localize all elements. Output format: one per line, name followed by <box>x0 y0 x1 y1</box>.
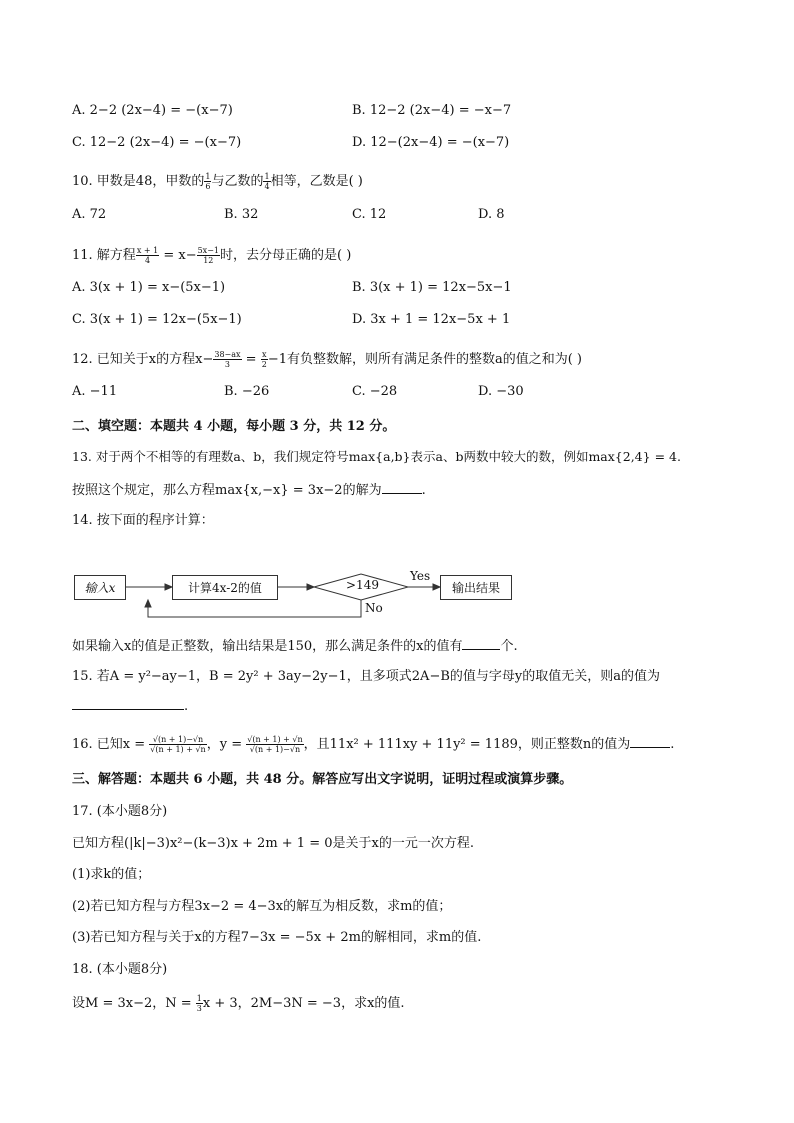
q16-fraction-x: $\frac{√(n + 1)-√n}{√(n + 1) + √n}$ <box>150 735 206 754</box>
q12-stem: 12. 已知关于x的方程x− $\frac{38-ax}{3}$ = $\frac{x}{2}$ −1有负整数解，则所有满足条件的整数a的值之和为( ) <box>72 350 583 369</box>
q11-option-b: B. 3(x + 1) = 12x−5x−1 <box>352 280 512 295</box>
flow-output-box: 输出结果 <box>440 575 512 600</box>
flow-no-label: No <box>365 601 383 615</box>
q11-option-d: D. 3x + 1 = 12x−5x + 1 <box>352 312 511 327</box>
q10-option-a: A. 72 <box>72 207 107 222</box>
q10-fraction-2: $\frac{1}{4}$ <box>264 172 270 191</box>
q9-option-c: C. 12−2 (2x−4) = −(x−7) <box>72 135 242 150</box>
q10-option-c: C. 12 <box>352 207 387 222</box>
q14-question: 如果输入x的值是正整数，输出结果是150，那么满足条件的x的值有 个. <box>72 639 518 654</box>
q14-answer-blank <box>462 637 500 650</box>
q9-option-d: D. 12−(2x−4) = −(x−7) <box>352 135 510 150</box>
q10-option-d: D. 8 <box>478 207 505 222</box>
q12-option-b: B. −26 <box>224 384 270 399</box>
q16-answer-blank <box>630 735 670 748</box>
q10-fraction-1: $\frac{1}{6}$ <box>205 172 211 191</box>
flow-input-box: 输入x <box>74 575 126 600</box>
flow-compute-box: 计算4x-2的值 <box>172 575 278 600</box>
q13-line-2: 按照这个规定，那么方程max{x,−x} = 3x−2的解为 . <box>72 483 426 498</box>
q12-option-d: D. −30 <box>478 384 524 399</box>
q12-fraction-2: $\frac{x}{2}$ <box>261 350 267 369</box>
flow-condition-label: >149 <box>346 578 379 592</box>
q14-title: 14. 按下面的程序计算： <box>72 513 214 528</box>
q18-stem: 设M = 3x−2，N = $\frac{1}{3}$ x + 3，2M−3N = −3，求x的值. <box>72 994 405 1013</box>
q12-fraction-1: $\frac{38-ax}{3}$ <box>214 350 241 369</box>
q17-part-1: (1)求k的值； <box>72 867 151 882</box>
flow-yes-label: Yes <box>410 569 431 583</box>
q13-line-1: 13. 对于两个不相等的有理数a、b，我们规定符号max{a,b}表示a、b两数中较大的数，例如max{2,4} = 4. <box>72 449 681 464</box>
q17-part-3: (3)若已知方程与关于x的方程7−3x = −5x + 2m的解相同，求m的值. <box>72 930 482 945</box>
section-3-heading: 三、解答题：本题共 6 小题，共 48 分。解答应写出文字说明，证明过程或演算步骤。 <box>72 772 573 787</box>
q11-stem: 11. 解方程 $\frac{x + 1}{4}$ = x− $\frac{5x-1}{12}$ 时，去分母正确的是( ) <box>72 246 352 265</box>
q9-option-b: B. 12−2 (2x−4) = −x−7 <box>352 103 512 118</box>
q11-fraction-1: $\frac{x + 1}{4}$ <box>136 246 159 265</box>
q15-answer-blank <box>72 697 184 710</box>
q11-fraction-2: $\frac{5x-1}{12}$ <box>197 246 219 265</box>
q10-stem: 10. 甲数是48，甲数的 $\frac{1}{6}$ 与乙数的 $\frac{1}{4}$ 相等，乙数是( ) <box>72 172 363 191</box>
q10-option-b: B. 32 <box>224 207 259 222</box>
q15-line-1: 15. 若A = y²−ay−1，B = 2y² + 3ay−2y−1，且多项式2A−B的值与字母y的取值无关，则a的值为 <box>72 669 660 684</box>
q9-option-a: A. 2−2 (2x−4) = −(x−7) <box>72 103 233 118</box>
q17-part-2: (2)若已知方程与方程3x−2 = 4−3x的解互为相反数，求m的值； <box>72 899 452 914</box>
q16-fraction-y: $\frac{√(n + 1) + √n}{√(n + 1)-√n}$ <box>247 735 303 754</box>
section-2-heading: 二、填空题：本题共 4 小题，每小题 3 分，共 12 分。 <box>72 419 396 434</box>
q18-fraction: $\frac{1}{3}$ <box>196 994 202 1013</box>
q12-option-a: A. −11 <box>72 384 118 399</box>
q16-stem: 16. 已知x = $\frac{√(n + 1)-√n}{√(n + 1) + √n}$ ，y = $\frac{√(n + 1) + √n}{√(n + 1)-√n}$ ，且11x² + 111xy + 11y² = 1189，则正整数n的值为 . <box>72 735 675 754</box>
q17-title: 17. (本小题8分) <box>72 804 168 819</box>
q12-option-c: C. −28 <box>352 384 398 399</box>
q15-line-2: . <box>72 697 188 714</box>
q11-option-c: C. 3(x + 1) = 12x−(5x−1) <box>72 312 242 327</box>
q17-stem: 已知方程(|k|−3)x²−(k−3)x + 2m + 1 = 0是关于x的一元一次方程. <box>72 836 474 851</box>
q18-title: 18. (本小题8分) <box>72 962 168 977</box>
q11-option-a: A. 3(x + 1) = x−(5x−1) <box>72 280 226 295</box>
